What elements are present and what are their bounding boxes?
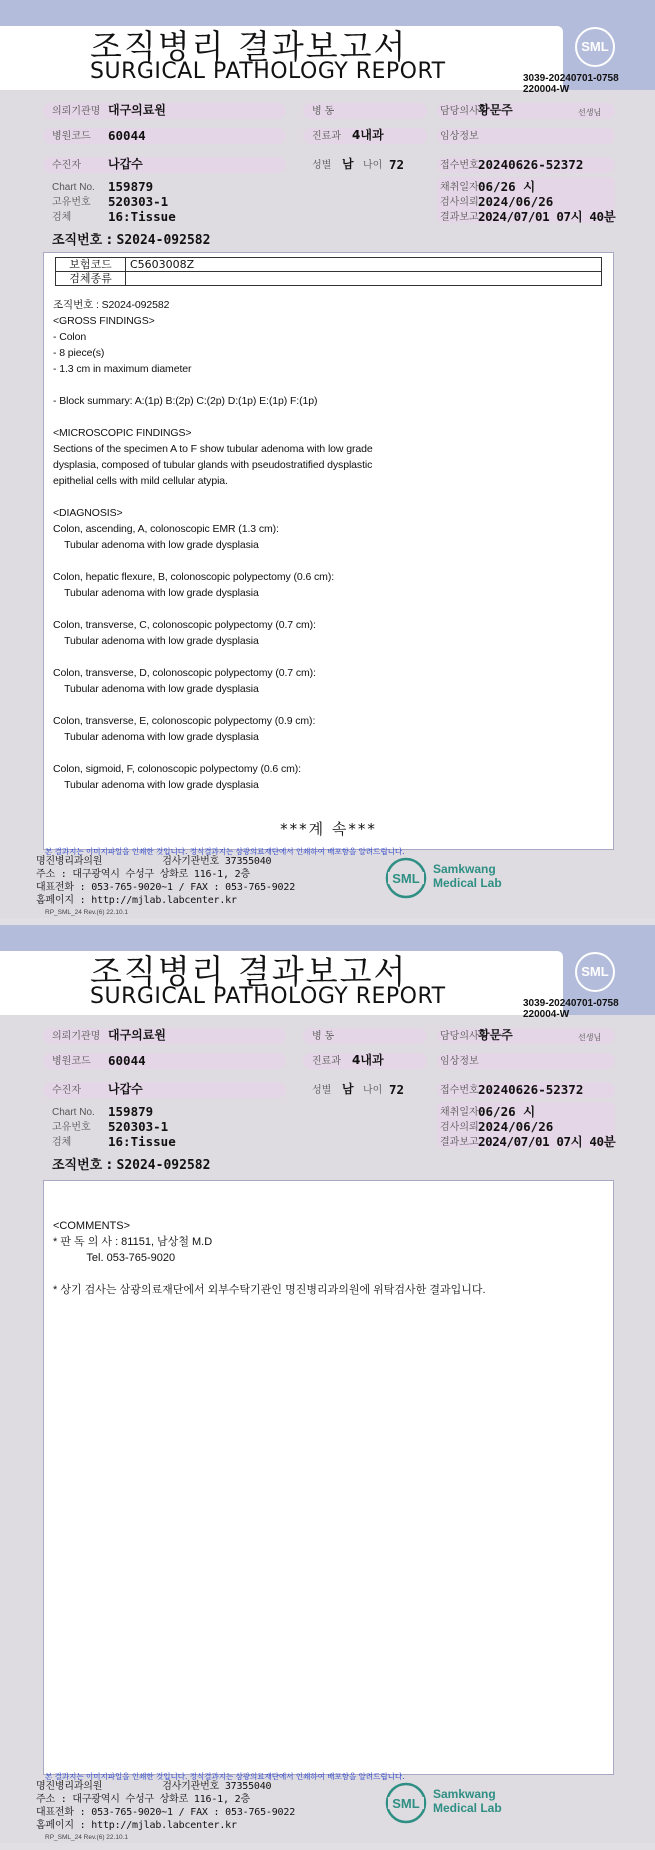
- document-id-line-1: 3039-20240701-0758: [523, 73, 619, 84]
- footer-clinic-line: [36, 856, 271, 868]
- result-value: 2024/07/01 07시 40분: [478, 209, 616, 224]
- footer-homepage: 홈페이지 : http://mjlab.labcenter.kr: [36, 1820, 237, 1831]
- samkwang-medical-lab-logo: [385, 855, 503, 901]
- image-print-notice: 본 결과지는 이미지파일을 인쇄한 것입니다. 정식결과지는 삼광의료재단에서 인쇄하여 배포함을 알려드립니다.: [45, 847, 405, 856]
- doctor-value: 황문주: [478, 103, 513, 117]
- exam-value: 2024/06/26: [478, 194, 554, 209]
- doctor-value: 황문주: [478, 1028, 513, 1042]
- dept-value: 4내과: [352, 1053, 384, 1067]
- dept-value: 4내과: [352, 128, 384, 142]
- footer-clinic-name: 명진병리과의원: [36, 856, 103, 867]
- institution-value: 대구의료원: [108, 103, 166, 117]
- exam-label: 검사의뢰: [440, 1122, 479, 1133]
- document-id-line-1: 3039-20240701-0758: [523, 998, 619, 1009]
- report-title-korean: 조직병리 결과보고서: [90, 27, 408, 66]
- specimen-number-value: S2024-092582: [116, 233, 211, 248]
- unique-label: 고유번호: [52, 197, 91, 208]
- document-id-line-2: 220004-W: [523, 84, 570, 95]
- samkwang-logo-mark-text: SML: [392, 871, 420, 886]
- chart-label: Chart No.: [52, 182, 95, 193]
- specimen-label: 검체: [52, 212, 72, 223]
- unique-label: 고유번호: [52, 1122, 91, 1133]
- continued-marker: ***계 속***: [280, 820, 377, 838]
- collect-label: 채취일자: [440, 1107, 479, 1118]
- doctor-label: 담당의사: [440, 106, 479, 117]
- sex-value: 남: [342, 1082, 354, 1096]
- comments-section: <COMMENTS> * 판 독 의 사 : 81151, 남상철 M.D Tel. 053-765-9020 * 상기 검사는 삼광의료재단에서 외부수탁기관인 명진병리과의원에 위탁검사한 결과입니다.: [53, 1220, 486, 1296]
- form-code: RP_SML_24 Rev.(6) 22.10.1: [45, 1834, 128, 1841]
- doctor-suffix: 선생님: [578, 1033, 602, 1042]
- sml-logo-icon: SML: [575, 27, 615, 67]
- report-page-1: [0, 0, 655, 918]
- specimen-number: [52, 229, 210, 248]
- footer-phone: 대표전화 : 053-765-9020~1 / FAX : 053-765-9022: [36, 1807, 296, 1818]
- samkwang-logo-text: Samkwang Medical Lab: [433, 1787, 502, 1815]
- receipt-value: 20240626-52372: [478, 157, 584, 172]
- clinical-label: 임상정보: [440, 1056, 479, 1067]
- specimen-value: 16:Tissue: [108, 209, 176, 224]
- report-title-english: SURGICAL PATHOLOGY REPORT: [90, 59, 446, 84]
- age-label: 나이: [363, 1085, 383, 1096]
- specimen-value: 16:Tissue: [108, 1134, 176, 1149]
- age-label: 나이: [363, 160, 383, 171]
- exam-label: 검사의뢰: [440, 197, 479, 208]
- footer-clinic-name: 명진병리과의원: [36, 1781, 103, 1792]
- report-title-english: SURGICAL PATHOLOGY REPORT: [90, 984, 446, 1009]
- form-code: RP_SML_24 Rev.(6) 22.10.1: [45, 909, 128, 916]
- doctor-suffix: 선생님: [578, 108, 602, 117]
- ward-label: 병 동: [312, 1031, 335, 1042]
- patient-value: 나갑수: [108, 157, 143, 171]
- report-body: [53, 297, 373, 793]
- samkwang-logo-icon: [385, 1782, 427, 1824]
- unique-value: 520303-1: [108, 194, 169, 209]
- insurance-table: [55, 257, 602, 286]
- age-value: 72: [389, 157, 405, 172]
- document-id: [523, 73, 619, 95]
- specimen-number-label: 조직번호 :: [52, 233, 112, 248]
- report-specimen-line: 조직번호 : S2024-092582: [53, 299, 170, 311]
- samkwang-logo-text: Samkwang Medical Lab: [433, 862, 502, 890]
- receipt-value: 20240626-52372: [478, 1082, 584, 1097]
- age-value: 72: [389, 1082, 405, 1097]
- image-print-notice: 본 결과지는 이미지파일을 인쇄한 것입니다. 정식결과지는 삼광의료재단에서 인쇄하여 배포함을 알려드립니다.: [45, 1772, 405, 1781]
- insurance-code-value: C5603008Z: [126, 258, 602, 272]
- footer-address: 주소 : 대구광역시 수성구 상화로 116-1, 2층: [36, 869, 250, 880]
- collect-label: 채취일자: [440, 182, 479, 193]
- receipt-label: 접수번호: [440, 1085, 479, 1096]
- specimen-number: [52, 1154, 210, 1173]
- institution-label: 의뢰기관명: [52, 106, 101, 117]
- patient-label: 수진자: [52, 1085, 81, 1096]
- hospital-code-label: 병원코드: [52, 131, 91, 142]
- result-label: 결과보고: [440, 1137, 479, 1148]
- patient-label: 수진자: [52, 160, 81, 171]
- result-value: 2024/07/01 07시 40분: [478, 1134, 616, 1149]
- table-row: [56, 272, 602, 286]
- dept-label: 진료과: [312, 131, 341, 142]
- dept-label: 진료과: [312, 1056, 341, 1067]
- hospital-code-label: 병원코드: [52, 1056, 91, 1067]
- footer-clinic-line: [36, 1781, 271, 1793]
- gross-findings: <GROSS FINDINGS> - Colon - 8 piece(s) - 1.3 cm in maximum diameter - Block summary: A:(1p) B:(2p) C:(2p) D:(1p) E:(1p) F:(1p): [53, 315, 318, 407]
- report-content-box: [43, 252, 614, 850]
- chart-value: 159879: [108, 179, 154, 194]
- microscopic-findings: <MICROSCOPIC FINDINGS> Sections of the specimen A to F show tubular adenoma with low grade dysplasia, composed of tubular glands with pseudostratified dysplastic epithelial cells with mild cellular atypia.: [53, 427, 373, 487]
- doctor-label: 담당의사: [440, 1031, 479, 1042]
- result-label: 결과보고: [440, 212, 479, 223]
- collect-value: 06/26 시: [478, 1104, 536, 1119]
- footer-phone: 대표전화 : 053-765-9020~1 / FAX : 053-765-9022: [36, 882, 296, 893]
- report-content-box: [43, 1180, 614, 1775]
- ward-label: 병 동: [312, 106, 335, 117]
- table-row: [56, 258, 602, 272]
- specimen-number-value: S2024-092582: [116, 1158, 211, 1173]
- document-id-line-2: 220004-W: [523, 1009, 570, 1020]
- chart-value: 159879: [108, 1104, 154, 1119]
- specimen-number-label: 조직번호 :: [52, 1158, 112, 1173]
- footer-lab-number: 검사기관번호 37355040: [162, 1781, 272, 1792]
- report-title-korean: 조직병리 결과보고서: [90, 952, 408, 991]
- footer-address: 주소 : 대구광역시 수성구 상화로 116-1, 2층: [36, 1794, 250, 1805]
- diagnosis: <DIAGNOSIS> Colon, ascending, A, colonoscopic EMR (1.3 cm): Tubular adenoma with low grade dysplasia Colon, hepatic flexure, B, colonoscopic polypectomy (0.6 cm): Tubular adenoma with low grade dysplasia Colon, transverse, C, colonoscopic polypectomy (0.7 cm): Tubular adenoma with low grade dysplasia Colon, transverse, D, colonoscopic polypectomy (0.7 cm): Tubular adenoma with low grade dysplasia Colon, transverse, E, colonoscopic polypectomy (0.9 cm): Tubular adenoma with low grade dysplasia Colon, sigmoid, F, colonoscopic polypectomy (0.6 cm): Tubular adenoma with low grade dysplasia: [53, 507, 335, 791]
- samkwang-logo-mark-text: SML: [392, 1796, 420, 1811]
- institution-label: 의뢰기관명: [52, 1031, 101, 1042]
- receipt-label: 접수번호: [440, 160, 479, 171]
- specimen-label: 검체: [52, 1137, 72, 1148]
- chart-label: Chart No.: [52, 1107, 95, 1118]
- patient-value: 나갑수: [108, 1082, 143, 1096]
- hospital-code-value: 60044: [108, 128, 146, 143]
- insurance-code-label: 보험코드: [56, 258, 126, 272]
- exam-value: 2024/06/26: [478, 1119, 554, 1134]
- specimen-type-value: [126, 272, 602, 286]
- report-page-2: [0, 925, 655, 1843]
- document-id: [523, 998, 619, 1020]
- sex-value: 남: [342, 157, 354, 171]
- clinical-label: 임상정보: [440, 131, 479, 142]
- sex-label: 성별: [312, 1085, 332, 1096]
- samkwang-medical-lab-logo: [385, 1780, 503, 1826]
- samkwang-logo-icon: [385, 857, 427, 899]
- sex-label: 성별: [312, 160, 332, 171]
- sml-logo-icon: SML: [575, 952, 615, 992]
- footer-lab-number: 검사기관번호 37355040: [162, 856, 272, 867]
- institution-value: 대구의료원: [108, 1028, 166, 1042]
- specimen-type-label: 검체종류: [56, 272, 126, 286]
- hospital-code-value: 60044: [108, 1053, 146, 1068]
- footer-homepage: 홈페이지 : http://mjlab.labcenter.kr: [36, 895, 237, 906]
- collect-value: 06/26 시: [478, 179, 536, 194]
- unique-value: 520303-1: [108, 1119, 169, 1134]
